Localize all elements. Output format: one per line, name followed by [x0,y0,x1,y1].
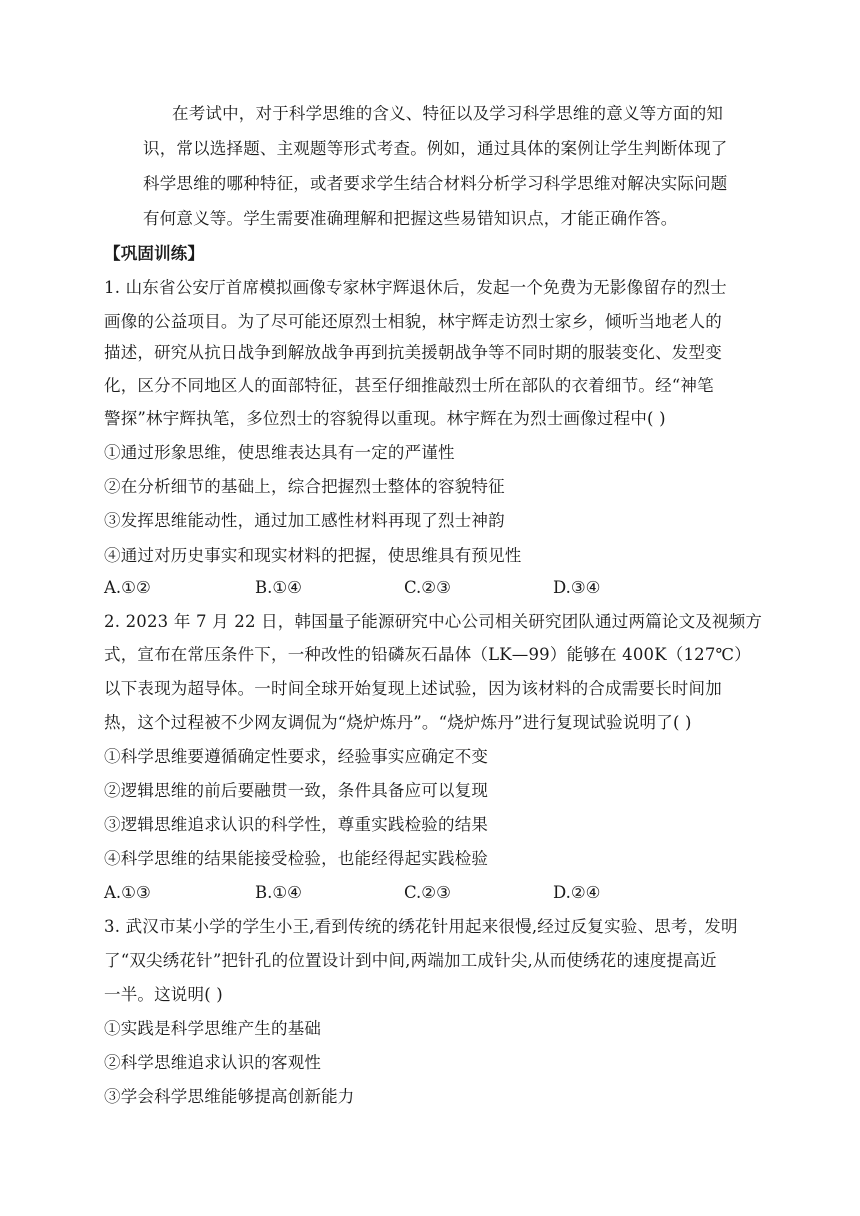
q1-stem-line-1: 1. 山东省公安厅首席模拟画像专家林宇辉退休后，发起一个免费为无影像留存的烈士 [104,278,727,297]
q2-option-c: C.②③ [404,883,451,902]
q1-item-1: ①通过形象思维，使思维表达具有一定的严谨性 [104,443,455,462]
q1-item-4: ④通过对历史事实和现实材料的把握，使思维具有预见性 [104,546,522,565]
q2-item-1: ①科学思维要遵循确定性要求，经验事实应确定不变 [104,747,489,766]
q1-option-a: A.①② [104,578,151,597]
q1-option-b: B.①④ [255,578,302,597]
q2-item-2: ②逻辑思维的前后要融贯一致，条件具备应可以复现 [104,781,489,800]
q3-item-2: ②科学思维追求认识的客观性 [104,1053,322,1072]
q1-stem-line-4: 化，区分不同地区人的面部特征，甚至仔细推敲烈士所在部队的衣着细节。经“神笔 [104,376,714,395]
q3-stem-line-2: 了“双尖绣花针”把针孔的位置设计到中间,两端加工成针尖,从而使绣花的速度提高近 [104,951,717,970]
q3-item-1: ①实践是科学思维产生的基础 [104,1019,322,1038]
q1-option-c: C.②③ [404,578,451,597]
q2-stem-line-1: 2. 2023 年 7 月 22 日，韩国量子能源研究中心公司相关研究团队通过两篇论文及视频方 [104,612,763,631]
q1-stem-line-5: 警探”林宇辉执笔，多位烈士的容貌得以重现。林宇辉在为烈士画像过程中( ) [104,409,666,428]
q2-option-a: A.①③ [104,883,151,902]
q2-item-3: ③逻辑思维追求认识的科学性，尊重实践检验的结果 [104,815,489,834]
q1-stem-line-2: 画像的公益项目。为了尽可能还原烈士相貌，林宇辉走访烈士家乡，倾听当地老人的 [104,312,722,331]
q2-option-b: B.①④ [255,883,302,902]
q3-stem-line-1: 3. 武汉市某小学的学生小王,看到传统的绣花针用起来很慢,经过反复实验、思考，发明 [104,917,738,936]
q3-stem-line-3: 一半。这说明( ) [104,985,223,1004]
intro-line-1: 在考试中，对于科学思维的含义、特征以及学习科学思维的意义等方面的知 [172,104,724,123]
intro-line-4: 有何意义等。学生需要准确理解和把握这些易错知识点，才能正确作答。 [143,209,678,228]
q1-option-d: D.③④ [553,578,601,597]
q2-stem-line-2: 式，宣布在常压条件下，一种改性的铅磷灰石晶体（LK—99）能够在 400K（127℃） [104,645,751,664]
section-title: 【巩固训练】 [104,244,205,263]
q2-stem-line-3: 以下表现为超导体。一时间全球开始复现上述试验，因为该材料的合成需要长时间加 [104,679,722,698]
intro-line-3: 科学思维的哪种特征，或者要求学生结合材料分析学习科学思维对解决实际问题 [143,174,728,193]
q3-item-3: ③学会科学思维能够提高创新能力 [104,1087,355,1106]
q1-stem-line-3: 描述，研究从抗日战争到解放战争再到抗美援朝战争等不同时期的服装变化、发型变 [104,343,722,362]
intro-line-2: 识，常以选择题、主观题等形式考查。例如，通过具体的案例让学生判断体现了 [143,139,728,158]
q1-item-3: ③发挥思维能动性，通过加工感性材料再现了烈士神韵 [104,511,505,530]
q1-item-2: ②在分析细节的基础上，综合把握烈士整体的容貌特征 [104,477,505,496]
q2-stem-line-4: 热，这个过程被不少网友调侃为“烧炉炼丹”。“烧炉炼丹”进行复现试验说明了( ) [104,713,692,732]
q2-option-d: D.②④ [553,883,601,902]
q2-item-4: ④科学思维的结果能接受检验，也能经得起实践检验 [104,849,489,868]
